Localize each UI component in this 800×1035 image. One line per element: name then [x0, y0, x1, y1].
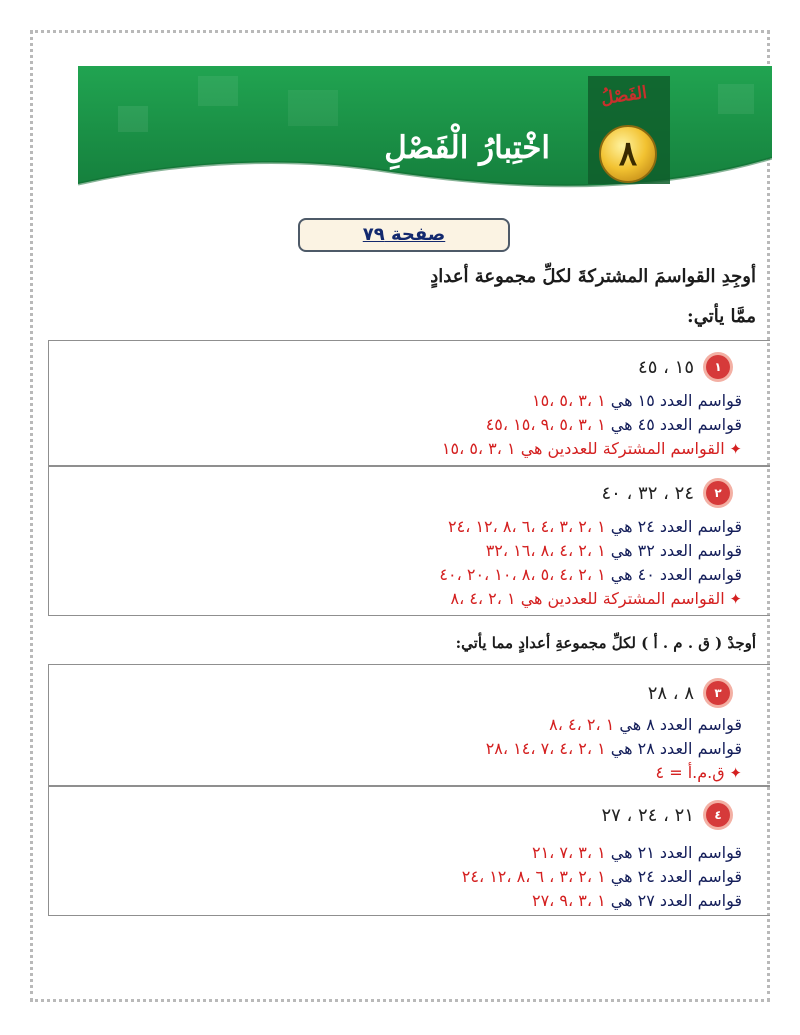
divisors-line — [549, 715, 742, 734]
question-4-numbers: ٢١ ، ٢٤ ، ٢٧ — [601, 804, 694, 826]
divisors-line — [448, 517, 742, 536]
question-2-box — [48, 466, 770, 616]
divisors-line — [532, 891, 742, 910]
result-line — [450, 589, 742, 608]
question-3-header — [648, 681, 730, 705]
divisors-prefix: قواسم العدد ١٥ هي — [605, 391, 742, 410]
chapter-number: ٨ — [618, 134, 638, 174]
divisors-values: ١ ،٣ ،٥ ،١٥ — [531, 391, 606, 410]
divisors-prefix: قواسم العدد ٢١ هي — [605, 843, 742, 862]
divisors-values: ١ ،٣ ،٧ ،٢١ — [531, 843, 606, 862]
question-3-box — [48, 664, 770, 786]
question-2-number: ٢ — [706, 481, 730, 505]
divisors-line — [532, 391, 742, 410]
result-text: القواسم المشتركة للعددين هي ١ ،٣ ،٥ ،١٥ — [441, 439, 725, 458]
star-bullet-icon: ✦ — [724, 590, 742, 608]
page-label: صفحة ٧٩ — [298, 218, 510, 252]
divisors-values: ١ ،٣ ،٥ ،٩ ،١٥ ،٤٥ — [485, 415, 606, 434]
divisors-line — [532, 843, 742, 862]
chapter-title: اخْتِبارُ الْفَصْلِ — [384, 130, 550, 166]
star-bullet-icon: ✦ — [724, 440, 742, 458]
divisors-prefix: قواسم العدد ٨ هي — [614, 715, 742, 734]
question-1-numbers: ١٥ ، ٤٥ — [638, 356, 694, 378]
divisors-prefix: قواسم العدد ٢٤ هي — [605, 517, 742, 536]
divisors-values: ١ ،٢ ،٤ ،٨ — [549, 715, 615, 734]
divisors-line — [486, 739, 742, 758]
divisors-values: ١ ،٢ ،٤ ،٨ ،١٦ ،٣٢ — [485, 541, 606, 560]
divisors-prefix: قواسم العدد ٢٨ هي — [605, 739, 742, 758]
divisors-line — [439, 565, 742, 584]
result-text: ق.م.أ = ٤ — [655, 763, 725, 782]
divisors-values: ١ ،٢ ،٤ ،٥ ،٨ ،١٠ ،٢٠ ،٤٠ — [439, 565, 606, 584]
divisors-prefix: قواسم العدد ٢٤ هي — [605, 867, 742, 886]
divisors-prefix: قواسم العدد ٢٧ هي — [605, 891, 742, 910]
divisors-line — [486, 415, 742, 434]
question-1-box — [48, 340, 770, 466]
star-bullet-icon: ✦ — [724, 764, 742, 782]
divisors-prefix: قواسم العدد ٣٢ هي — [605, 541, 742, 560]
divisors-line — [462, 867, 742, 886]
divisors-prefix: قواسم العدد ٤٠ هي — [605, 565, 742, 584]
divisors-values: ١ ،٢ ،٣ ،٤ ،٦ ،٨ ،١٢ ،٢٤ — [448, 517, 606, 536]
divisors-line — [486, 541, 742, 560]
divisors-values: ١ ،٣ ،٩ ،٢٧ — [531, 891, 606, 910]
question-4-box — [48, 786, 770, 916]
instruction-gcf: أوجدْ ( ق . م . أ ) لكلِّ مجموعةِ أعدادٍ مما يأتي: — [455, 634, 756, 652]
result-line — [442, 439, 742, 458]
result-line — [656, 763, 742, 782]
chapter-label: الفَصْلُ — [599, 82, 649, 110]
result-text: القواسم المشتركة للعددين هي ١ ،٢ ،٤ ،٨ — [450, 589, 725, 608]
question-3-numbers: ٨ ، ٢٨ — [647, 682, 694, 704]
question-2-header — [601, 481, 730, 505]
question-4-number: ٤ — [706, 803, 730, 827]
question-1-number: ١ — [706, 355, 730, 379]
divisors-prefix: قواسم العدد ٤٥ هي — [605, 415, 742, 434]
question-4-header — [601, 803, 730, 827]
question-2-numbers: ٢٤ ، ٣٢ ، ٤٠ — [601, 482, 694, 504]
instruction-line-1: أوجِدِ القواسمَ المشتركةَ لكلِّ مجموعة أعدادٍ — [430, 266, 756, 287]
divisors-values: ١ ،٢ ،٣ ، ٦ ،٨ ،١٢ ،٢٤ — [461, 867, 606, 886]
divisors-values: ١ ،٢ ،٤ ،٧ ،١٤ ،٢٨ — [485, 739, 606, 758]
question-1-header — [638, 355, 730, 379]
instruction-line-2: ممَّا يأتي: — [687, 306, 756, 327]
question-3-number: ٣ — [706, 681, 730, 705]
